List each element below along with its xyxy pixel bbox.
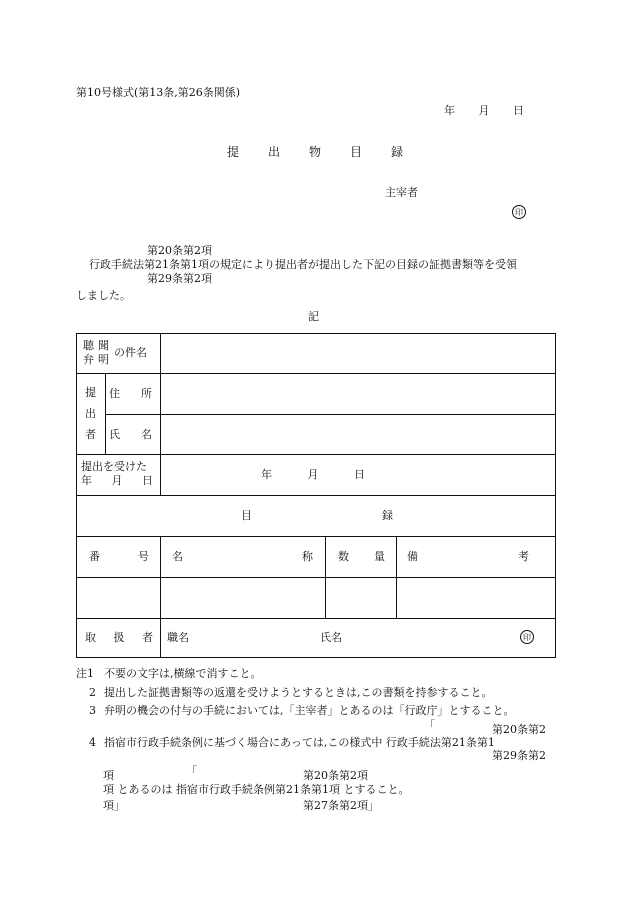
form-number: 第10号様式(第13条,第26条関係)	[76, 86, 241, 99]
name-label	[109, 428, 152, 442]
month-char: 月	[478, 104, 490, 117]
address-label	[109, 387, 152, 401]
catalog-header	[241, 509, 393, 523]
handler-char: 取	[85, 631, 96, 644]
quantity-char: 数	[338, 550, 349, 563]
name-char: 氏	[109, 428, 120, 441]
address-char: 所	[141, 387, 152, 400]
hearing-char: 聞	[98, 339, 109, 352]
submitter-char: 出	[85, 407, 96, 420]
catalog-char: 目	[241, 509, 252, 522]
note-3-mark: 3	[89, 704, 96, 717]
name-char: 称	[302, 550, 313, 563]
submitter-char: 者	[85, 428, 96, 441]
seal-mark: 印	[512, 205, 526, 219]
catalog-char: 録	[382, 509, 393, 522]
address-char: 住	[109, 387, 120, 400]
note-3: 弁明の機会の付与の手続においては,「主宰者」とあるのは「行政庁」とすること。	[104, 704, 515, 717]
col-quantity	[338, 550, 385, 564]
note-2: 提出した証拠書類等の返還を受けようとするときは,この書類を持参すること。	[104, 686, 493, 699]
day-char: 日	[354, 468, 365, 481]
full-name-label: 氏名	[320, 631, 342, 644]
explanation-char: 明	[98, 353, 109, 366]
submitter-label	[85, 382, 96, 445]
quantity-char: 量	[374, 550, 385, 563]
received-date	[261, 468, 365, 482]
title-char: 出	[267, 145, 280, 159]
handler-char: 者	[142, 631, 153, 644]
remarks-char: 備	[407, 550, 418, 563]
day-char: 日	[513, 104, 524, 117]
title-char: 提	[227, 145, 240, 159]
handler-label	[85, 631, 153, 645]
case-label-suffix: の件名	[114, 346, 147, 359]
month-char: 月	[307, 468, 319, 481]
official-title-label: 職名	[167, 631, 189, 644]
hearing-char: 聴	[83, 339, 94, 352]
note-4: 指宿市行政手続条例に基づく場合にあっては,この様式中 行政手続法第21条第1	[104, 736, 495, 749]
name-char: 名	[172, 550, 183, 563]
seal-mark: 印	[520, 630, 534, 644]
submission-form-table	[76, 333, 556, 658]
received-label-line1: 提出を受けた	[81, 460, 147, 473]
col-remarks	[407, 550, 529, 564]
col-number	[89, 550, 149, 564]
note-4-article-top: 第20条第2	[492, 723, 546, 736]
year-char: 年	[261, 468, 272, 481]
date-line	[444, 104, 524, 118]
note-4-cont-3: 項」	[103, 799, 125, 812]
note-4-cont-2: 項 とあるのは 指宿市行政手続条例第21条第1項 とすること。	[103, 783, 410, 796]
number-char: 番	[89, 550, 100, 563]
article-top: 第20条第2項	[147, 244, 212, 257]
title-char: 目	[349, 145, 362, 159]
note-1-mark: 注1	[76, 667, 94, 680]
note-2-mark: 2	[89, 686, 96, 699]
note-4-article-bottom: 第29条第2	[492, 749, 546, 762]
number-char: 号	[138, 550, 149, 563]
year-char: 年	[81, 474, 92, 487]
note-1: 不要の文字は,横線で消すこと。	[104, 667, 262, 680]
title-char: 物	[308, 145, 321, 159]
note-4-bracket: 「	[424, 719, 435, 732]
name-char: 名	[141, 428, 152, 441]
explanation-char: 弁	[83, 353, 94, 366]
day-char: 日	[142, 474, 153, 487]
submitter-char: 提	[85, 386, 96, 399]
body-line-2: しました。	[76, 289, 131, 302]
body-line-1: 行政手続法第21条第1項の規定により提出者が提出した下記の目録の証拠書類等を受領	[89, 258, 517, 271]
title-char: 録	[390, 145, 403, 159]
article-bottom: 第29条第2項	[147, 272, 212, 285]
record-mark: 記	[308, 310, 319, 323]
received-label-line2	[81, 474, 153, 488]
note-4-cont-1: 項	[103, 769, 114, 782]
col-name	[172, 550, 313, 564]
month-char: 月	[111, 474, 123, 487]
presider-label: 主宰者	[385, 186, 418, 199]
note-4-cont-top: 第20条第2項	[303, 769, 368, 782]
note-4-cont-bracket: 「	[186, 765, 197, 778]
year-char: 年	[444, 104, 455, 117]
remarks-char: 考	[518, 550, 529, 563]
page-title	[227, 145, 403, 159]
note-4-mark: 4	[89, 736, 96, 749]
received-label	[81, 460, 153, 488]
case-label	[83, 339, 109, 367]
handler-char: 扱	[113, 631, 125, 644]
note-4-cont-bottom: 第27条第2項」	[303, 799, 379, 812]
